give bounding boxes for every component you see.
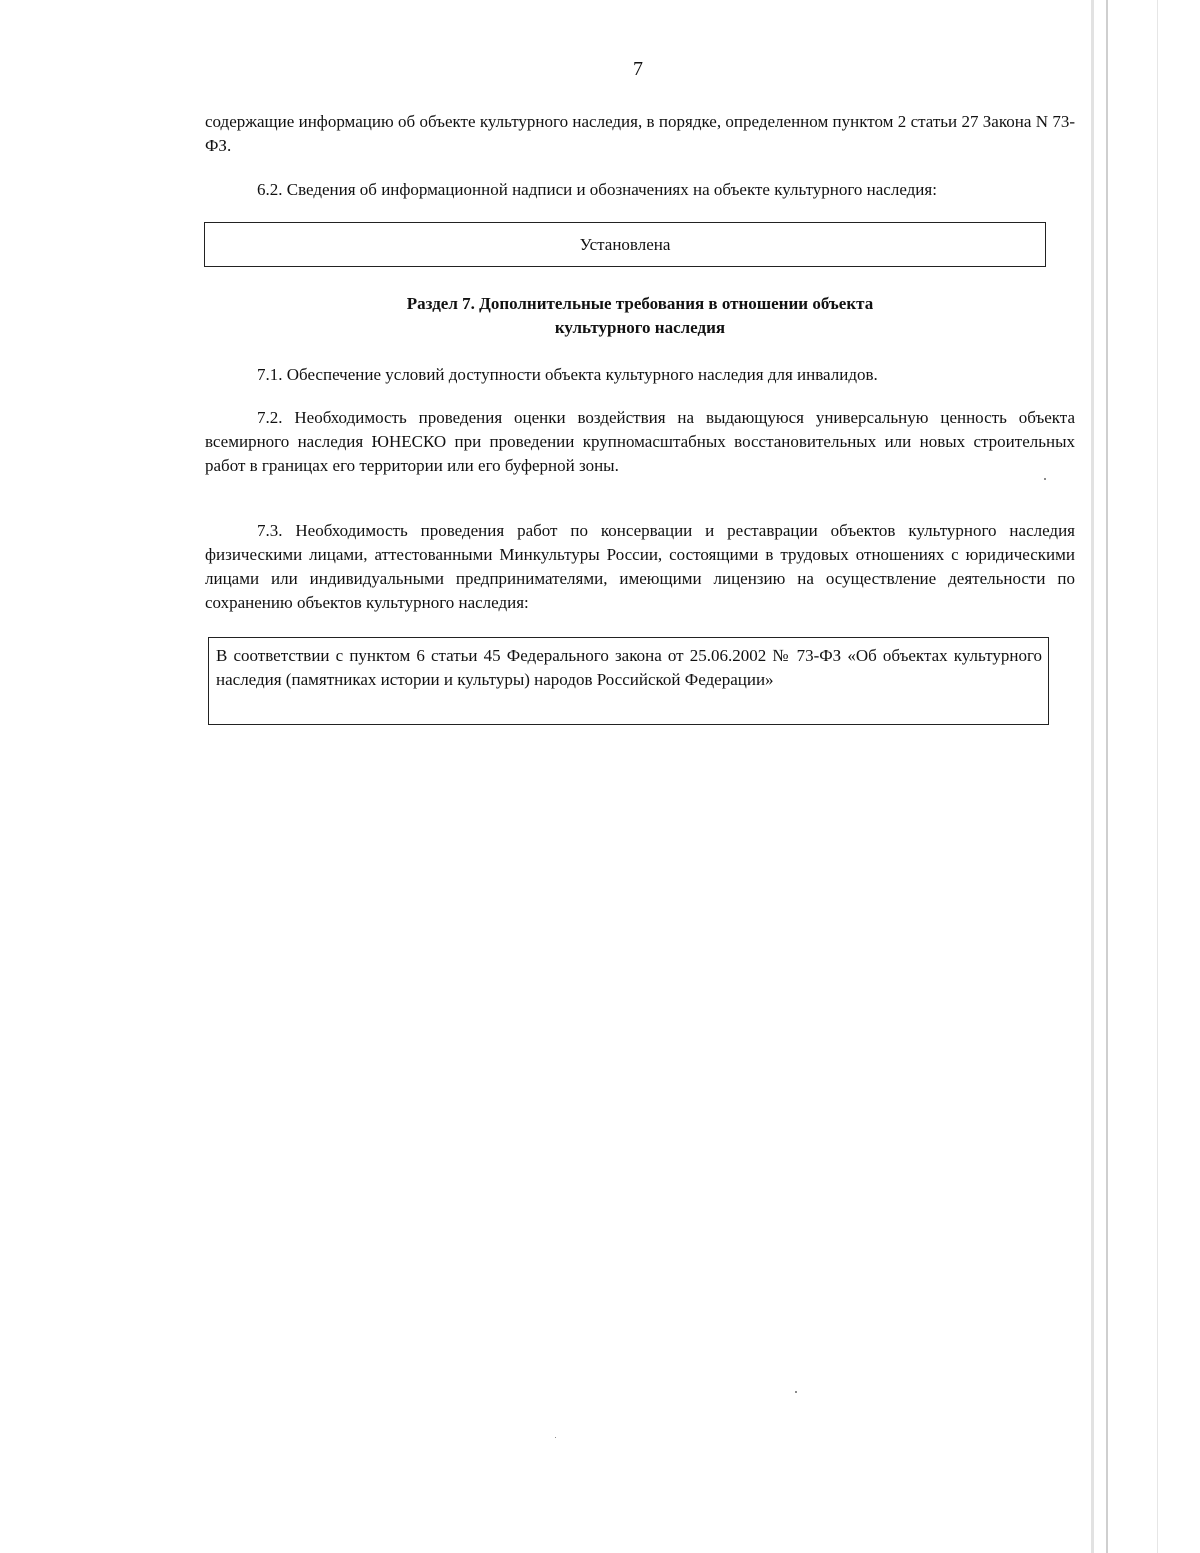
legal-reference-box [208,637,1049,725]
scan-edge-shadow [1106,0,1108,1553]
scan-edge-shadow [1091,0,1094,1553]
paragraph-7-3: 7.3. Необходимость проведения работ по консервации и реставрации объектов культурного наследия физическими лицами, аттестованными Минкультуры России, состоящими в трудовых отношениях с юридическими лицами или индивидуальными предпринимателями, имеющими лицензию на осуществление деятельности по сохранению объектов культурного наследия: [205,521,1075,612]
inscription-status-box [204,222,1046,267]
page-number: 7 [633,58,643,80]
paragraph-continuation: содержащие информацию об объекте культурного наследия, в порядке, определенном пунктом 2 статьи 27 Закона N 73-ФЗ. [205,112,1075,155]
scan-speck [555,1437,556,1438]
inscription-status-text: Установлена [579,234,671,254]
scan-speck [1044,478,1046,480]
scan-speck [795,1391,797,1393]
paragraph-6-2: 6.2. Сведения об информационной надписи и обозначениях на объекте культурного наследия: [257,180,937,199]
paragraph-7-2: 7.2. Необходимость проведения оценки воздействия на выдающуюся универсальную ценность объекта всемирного наследия ЮНЕСКО при проведении крупномасштабных восстановительных или новых строительных работ в границах его территории или его буферной зоны. [205,408,1075,475]
scan-edge-shadow [1157,0,1158,1553]
section-title-line: Раздел 7. Дополнительные требования в отношении объекта [406,294,874,313]
legal-reference-text: В соответствии с пунктом 6 статьи 45 Федерального закона от 25.06.2002 № 73-ФЗ «Об объектах культурного наследия (памятниках истории и культуры) народов Российской Федерации» [216,646,1042,689]
section-7-title [205,292,1075,340]
section-title-line: культурного наследия [554,318,726,337]
paragraph-7-1: 7.1. Обеспечение условий доступности объекта культурного наследия для инвалидов. [257,365,878,384]
